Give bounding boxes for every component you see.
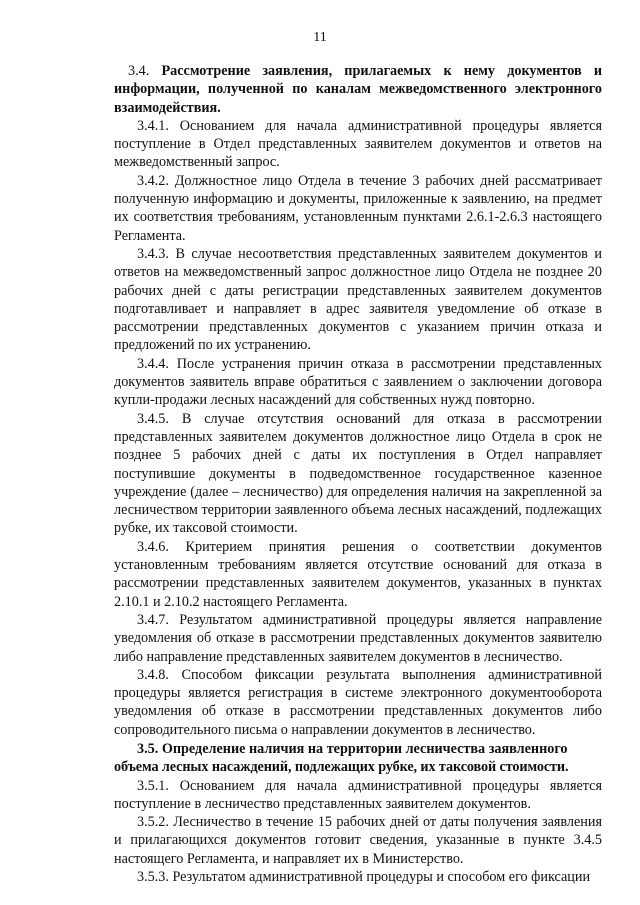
section-title-line-1: Определение наличия на территории лесничества заявленного: [161, 740, 568, 757]
paragraph-3-4-2: 3.4.2. Должностное лицо Отдела в течение 3 рабочих дней рассматривает полученную информацию и документы, приложенные к заявлению, на предмет их соответствия требованиям, установленным пунктами 2.6.1-2.6.3 настоящего Регламента.: [114, 172, 602, 244]
paragraph-3-4-3: 3.4.3. В случае несоответствия представленных заявителем документов и ответов на межведомственный запрос должностное лицо Отдела не позднее 20 рабочих дней с даты регистрации представленных заявителем документов подготавливает и направляет в адрес заявителя уведомление об отказе в рассмотрении представленных документов с указанием причин отказа и предложений по их устранению.: [114, 245, 602, 354]
paragraph-3-4-4: 3.4.4. После устранения причин отказа в рассмотрении представленных документов заявитель вправе обратиться с заявлением о заключении договора купли-продажи лесных насаждений для собственных нужд повторно.: [114, 355, 602, 409]
paragraph-3-5-1: 3.5.1. Основанием для начала административной процедуры является поступление в лесничество представленных заявителем документов.: [114, 777, 602, 812]
section-number: 3.5.: [137, 740, 159, 757]
paragraph-3-4-7: 3.4.7. Результатом административной процедуры является направление уведомления об отказе в рассмотрении представленных документов заявителю либо направление представленных заявителем документов в лесничество.: [114, 611, 602, 665]
section-title-line-2: объема лесных насаждений, подлежащих рубке, их таксовой стоимости.: [114, 759, 569, 776]
page-number: 11: [313, 30, 327, 45]
section-number: 3.4.: [128, 63, 150, 79]
paragraph-3-4-1: 3.4.1. Основанием для начала административной процедуры является поступление в Отдел представленных заявителем документов и ответов на межведомственный запрос.: [114, 117, 602, 171]
paragraph-3-5-3: 3.5.3. Результатом административной процедуры и способом его фиксации: [137, 869, 591, 886]
document-body: [114, 62, 602, 886]
section-heading-3-5: [114, 740, 602, 777]
paragraph-3-4-8: 3.4.8. Способом фиксации результата выполнения административной процедуры является регистрация в системе электронного документооборота уведомления об отказе в рассмотрении представленных документов либо сопроводительного письма о направлении документов в лесничество.: [114, 666, 602, 738]
paragraph-3-4-6: 3.4.6. Критерием принятия решения о соответствии документов установленным требованиям является отсутствие оснований для отказа в рассмотрении представленных заявителем документов, указанных в пунктах 2.10.1 и 2.10.2 настоящего Регламента.: [114, 538, 602, 610]
section-title: Рассмотрение заявления, прилагаемых к нему документов и информации, полученной по каналам межведомственного электронного взаимодействия.: [114, 63, 603, 116]
paragraph-3-5-2: 3.5.2. Лесничество в течение 15 рабочих дней от даты получения заявления и прилагающихся документов готовит сведения, указанные в пункте 3.4.5 настоящего Регламента, и направляет их в Министерство.: [114, 814, 602, 867]
section-heading-3-4: [114, 62, 602, 117]
paragraph-3-4-5: 3.4.5. В случае отсутствия оснований для отказа в рассмотрении представленных заявителем документов должностное лицо Отдела в срок не позднее 5 рабочих дней с даты их поступления в Отдел направляет поступившие документы в подведомственное государственное казенное учреждение (далее – лесничество) для определения наличия на закрепленной за лесничеством территории заявленного объема лесных насаждений, подлежащих рубке, их таксовой стоимости.: [114, 410, 602, 537]
